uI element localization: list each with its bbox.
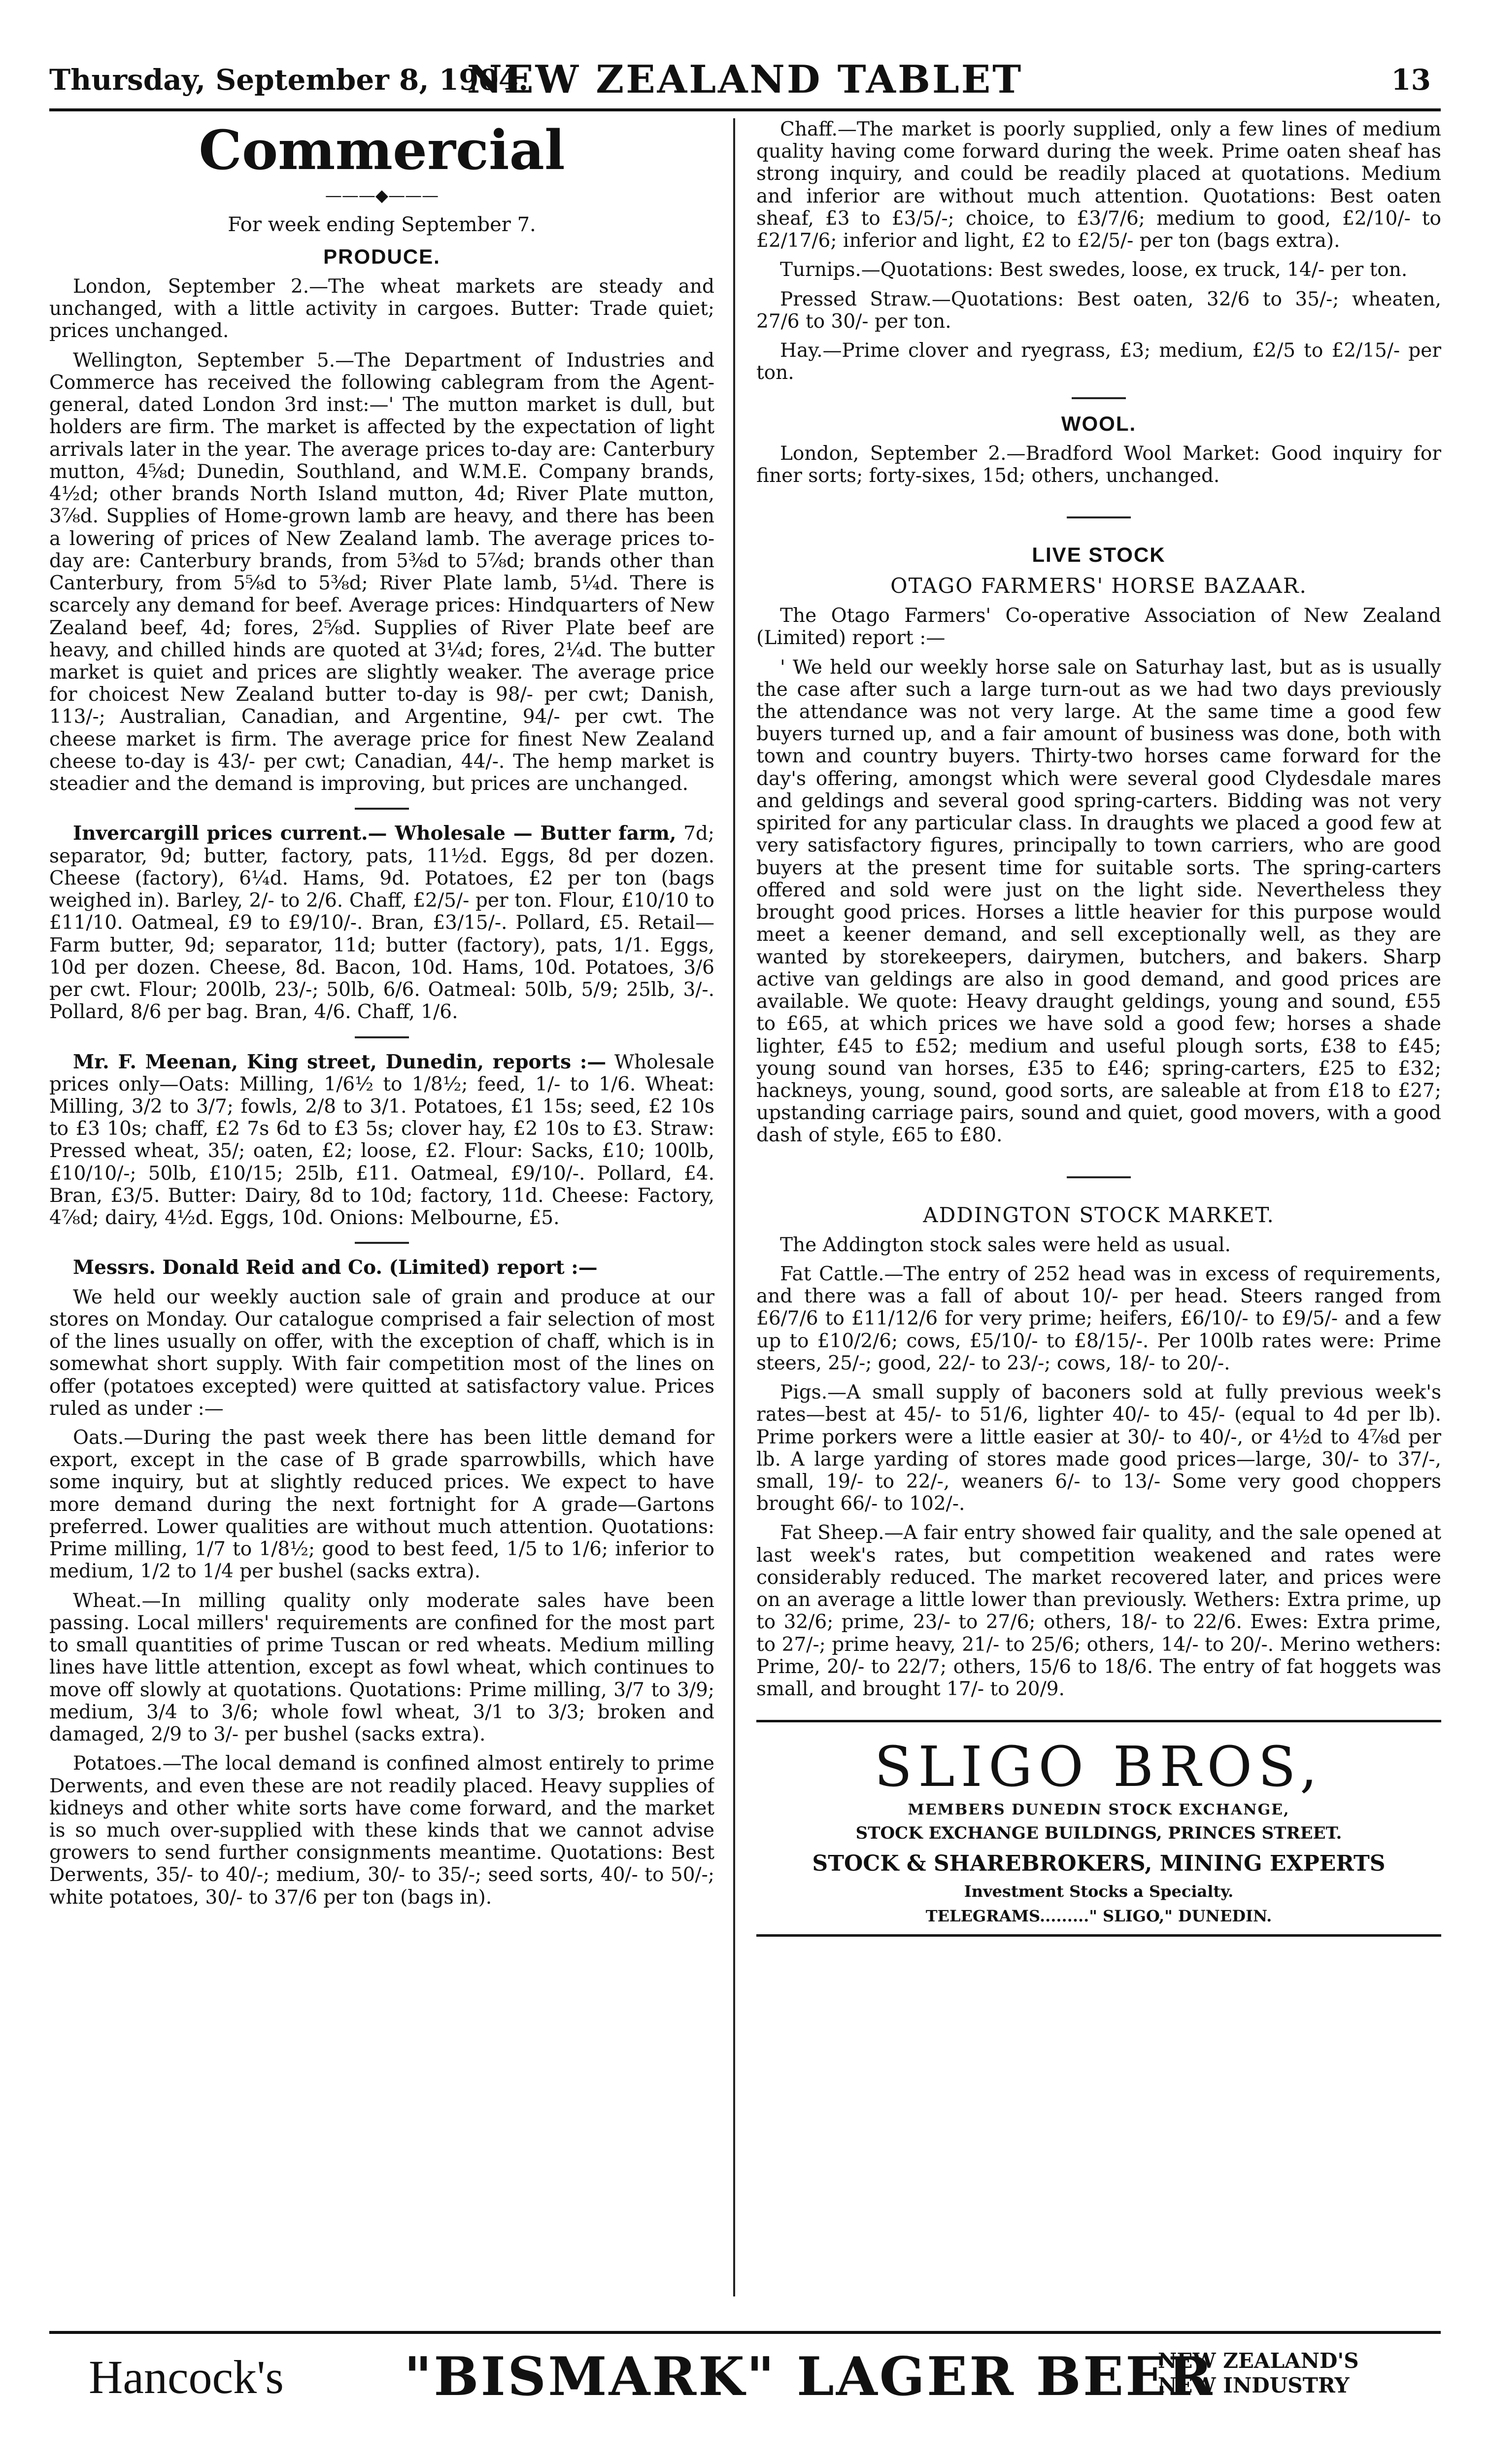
ad-tagline-line2: NEW INDUSTRY (1158, 2373, 1350, 2398)
week-subtitle: For week ending September 7. (228, 213, 536, 236)
meenan-text: Wholesale prices only—Oats: Milling, 1/6½ to 1/8½; feed, 1/- to 1/6. Wheat: Milling, 3/2 to 3/7; fowls, 2/8 to 3/1. Potatoes, £1 15s; seed, £2 10s to £3 10s; chaff, £2 7s 6d to £3 5s; clover hay, £2 10s to £3. Straw: Pressed wheat, 35/; oaten, £2; loose, £2. Flour: Sacks, £10; 100lb, £10/10/-; 50lb, £10/15; 25lb, £11. Oatmeal, £9/10/-. Pollard, £4. Bran, £3/5. Butter: Dairy, 8d to 10d; factory, 11d. Cheese: Factory, 4⅞d; dairy, 4½d. Eggs, 10d. Onions: Melbourne, £5. (49, 1051, 714, 1230)
section-rule (1067, 516, 1131, 518)
right-column (756, 118, 1441, 2304)
page-header (49, 54, 1441, 111)
invercargill-text: 7d; separator, 9d; butter, factory, pats, 11½d. Eggs, 8d per dozen. Cheese (factory), 6¼d. Hams, 9d. Potatoes, £2 per ton (bags weighed in). Barley, 2/- to 2/6. Chaff, £2/5/- per ton. Flour, £10/10 to £11/10. Oatmeal, £9 to £9/10/-. Bran, £3/15/-. Pollard, £5. Retail—Farm butter, 9d; separator, 11d; butter (factory), pats, 1/1. Eggs, 10d per dozen. Cheese, 8d. Bacon, 10d. Hams, 10d. Potatoes, 3/6 per cwt. Flour; 200lb, 23/-; 50lb, 6/6. Oatmeal: 50lb, 5/9; 25lb, 3/-. Pollard, 8/6 per bag. Bran, 4/6. Chaff, 1/6. (49, 822, 714, 1024)
ornament-divider: ———◆——— (325, 186, 439, 205)
bazaar-heading: OTAGO FARMERS' HORSE BAZAAR. (890, 574, 1307, 598)
section-masthead: Commercial (199, 118, 565, 182)
bazaar-paragraph: ' We held our weekly horse sale on Saturhay last, but as is usually the case after such a large turn-out as we had two days previously the attendance was not very large. At the same time a good few buyers turned up, and a fair amount of business was done, both with town and country buyers. Thirty-two horses came forward for the day's offering, amongst which were several good Clydesdale mares and geldings and several good spring-carters. Bidding was not very spirited for any particular class. In draughts we placed a good few at very satisfactory figures, principally to town carriers, who are good buyers at the present time for suitable sorts. The spring-carters offered and sold were just on the light side. Nevertheless they brought good prices. Horses a little heavier for this purpose would meet a keener demand, and sell exceptionally well, as they are wanted by storekeepers, dairymen, butchers, and bakers. Sharp active van geldings are also in good demand, and good prices are available. We quote: Heavy draught geldings, young and sound, £55 to £65, at which prices we have sold a good few; horses a shade lighter, £45 to £52; medium and useful plough sorts, £38 to £45; young sound van horses, £35 to £46; spring-carters, £25 to £32; hackneys, young, sound, good sorts, are saleable at from £18 to £27; upstanding carriage pairs, sound and quiet, good movers, with a good dash of style, £65 to £80. (756, 656, 1441, 1147)
sligo-name: SLIGO BROS, (874, 1735, 1323, 1800)
meenan-report (49, 1051, 714, 1230)
sligo-specialty: Investment Stocks a Specialty. (964, 1882, 1234, 1901)
sligo-membership: MEMBERS DUNEDIN STOCK EXCHANGE, (908, 1801, 1290, 1819)
section-rule (355, 1036, 409, 1038)
bazaar-paragraph: The Otago Farmers' Co-operative Association of New Zealand (Limited) report :— (756, 605, 1441, 650)
hay-paragraph: Hay.—Prime clover and ryegrass, £3; medium, £2/5 to £2/15/- per ton. (756, 340, 1441, 384)
reid-paragraph: Potatoes.—The local demand is confined almost entirely to prime Derwents, and even these are not readily placed. Heavy supplies of kidneys and other white sorts have come forward, and the market is so much over-supplied with these kinds that we cannot advise growers to send further consignments meantime. Quotations: Best Derwents, 35/- to 40/-; medium, 30/- to 35/-; seed sorts, 40/- to 50/-; white potatoes, 30/- to 37/6 per ton (bags in). (49, 1752, 714, 1909)
issue-date: Thursday, September 8, 1904. (49, 63, 529, 97)
sligo-services: STOCK & SHAREBROKERS, MINING EXPERTS (812, 1851, 1386, 1877)
left-column (49, 118, 714, 2304)
reid-paragraph: Wheat.—In milling quality only moderate sales have been passing. Local millers' requirements are confined for the most part to small quantities of prime Tuscan or red wheats. Medium milling lines have little attention, except as fowl wheat, which continues to move off slowly at quotations. Quotations: Prime milling, 3/7 to 3/9; medium, 3/4 to 3/6; whole fowl wheat, 3/1 to 3/3; broken and damaged, 2/9 to 3/- per bushel (sacks extra). (49, 1589, 714, 1746)
invercargill-report (49, 822, 714, 1023)
page-number: 13 (1391, 63, 1431, 97)
livestock-heading: LIVE STOCK (1032, 543, 1166, 567)
sligo-advertisement (756, 1720, 1441, 1937)
sligo-telegrams: TELEGRAMS........." SLIGO," DUNEDIN. (925, 1907, 1272, 1926)
turnips-paragraph: Turnips.—Quotations: Best swedes, loose, ex truck, 14/- per ton. (780, 259, 1408, 281)
ad-product-name: "BISMARK" LAGER BEER (404, 2346, 1215, 2408)
section-rule (355, 1242, 409, 1244)
ad-tagline (1158, 2349, 1359, 2398)
bismark-advertisement (49, 2331, 1441, 2408)
column-divider (733, 118, 735, 2296)
section-rule (1067, 1176, 1131, 1178)
ad-tagline-line1: NEW ZEALAND'S (1158, 2349, 1359, 2373)
section-rule (1072, 397, 1126, 399)
addington-heading: ADDINGTON STOCK MARKET. (923, 1202, 1275, 1227)
reid-lead-text: Messrs. Donald Reid and Co. (Limited) report :— (73, 1256, 598, 1279)
addington-paragraph: Fat Cattle.—The entry of 252 head was in excess of requirements, and there was a fall of about 10/- per head. Steers ranged from £6/7/6 to £11/12/6 for very prime; heifers, £6/10/- to £9/5/- and a few up to £10/2/6; cows, £5/10/- to £8/15/-. Per 100lb rates were: Prime steers, 25/-; good, 22/- to 23/-; cows, 18/- to 20/-. (756, 1263, 1441, 1374)
invercargill-lead: Invercargill prices current.— Wholesale — Butter farm, (73, 822, 677, 845)
straw-paragraph: Pressed Straw.—Quotations: Best oaten, 32/6 to 35/-; wheaten, 27/6 to 30/- per ton. (756, 288, 1441, 333)
sligo-address: STOCK EXCHANGE BUILDINGS, PRINCES STREET. (855, 1823, 1342, 1844)
wool-heading: WOOL. (1061, 411, 1137, 435)
addington-paragraph: Pigs.—A small supply of baconers sold at fully previous week's rates—best at 45/- to 51/6, lighter 40/- to 45/- (equal to 4d per lb). Prime porkers were a little easier at 30/- to 40/-, or 4½d to 4⅞d per lb. A large yarding of stores made good prices—large, 30/- to 37/-, small, 19/- to 22/-, weaners 6/- to 13/- Some very good choppers brought 66/- to 102/-. (756, 1381, 1441, 1515)
produce-paragraph: Wellington, September 5.—The Department of Industries and Commerce has received the following cablegram from the Agent-general, dated London 3rd inst:—' The mutton market is dull, but holders are firm. The market is affected by the expectation of light arrivals later in the year. The average prices to-day are: Canterbury mutton, 4⅝d; Dunedin, Southland, and W.M.E. Company brands, 4½d; other brands North Island mutton, 4d; River Plate mutton, 3⅞d. Supplies of Home-grown lamb are heavy, and there has been a lowering of prices of New Zealand lamb. The average prices to-day are: Canterbury brands, from 5⅜d to 5⅞d; brands other than Canterbury, from 5⅝d to 5⅜d; River Plate lamb, 5¼d. There is scarcely any demand for beef. Average prices: Hindquarters of New Zealand beef, 4d; fores, 2⅝d. Supplies of River Plate beef are heavy, and chilled hinds are quoted at 3¼d; fores, 2¼d. The butter market is quiet and prices are slightly weaker. The average price for choicest New Zealand butter to-day is 98/- per cwt; Danish, 113/-; Australian, Canadian, and Argentine, 94/- per cwt. The cheese market is firm. The average price for finest New Zealand cheese to-day is 43/- per cwt; Canadian, 44/-. The hemp market is steadier and the demand is improving, but prices are unchanged. (49, 349, 714, 795)
produce-heading: PRODUCE. (323, 245, 440, 268)
reid-lead (49, 1257, 714, 1279)
newspaper-title: NEW ZEALAND TABLET (467, 57, 1023, 102)
addington-paragraph: Fat Sheep.—A fair entry showed fair quality, and the sale opened at last week's rates, but competition weakened and rates were considerably reduced. The market recovered later, and prices were on an average a little lower than previously. Wethers: Extra prime, up to 32/6; prime, 23/- to 27/6; others, 18/- to 22/6. Ewes: Extra prime, to 27/-; prime heavy, 21/- to 25/6; others, 14/- to 20/-. Merino wethers: Prime, 20/- to 22/7; others, 15/6 to 18/6. The entry of fat hoggets was small, and brought 17/- to 20/9. (756, 1522, 1441, 1701)
chaff-paragraph: Chaff.—The market is poorly supplied, only a few lines of medium quality having come forward during the week. Prime oaten sheaf has strong inquiry, and could be readily placed at quotations. Medium and inferior are without much attention. Quotations: Best oaten sheaf, £3 to £3/5/-; choice, to £3/7/6; medium to good, £2/10/- to £2/17/6; inferior and light, £2 to £2/5/- per ton (bags extra). (756, 118, 1441, 252)
reid-paragraph: Oats.—During the past week there has been little demand for export, except in the case of B grade sparrowbills, which have some inquiry, but at slightly reduced prices. We expect to have more demand during the next fortnight for A grade—Gartons preferred. Lower qualities are without much attention. Quotations: Prime milling, 1/7 to 1/8½; good to best feed, 1/5 to 1/6; inferior to medium, 1/2 to 1/4 per bushel (sacks extra). (49, 1427, 714, 1583)
wool-paragraph: London, September 2.—Bradford Wool Market: Good inquiry for finer sorts; forty-sixes, 15d; others, unchanged. (756, 442, 1441, 487)
meenan-lead: Mr. F. Meenan, King street, Dunedin, reports :— (73, 1050, 607, 1073)
reid-paragraph: We held our weekly auction sale of grain and produce at our stores on Monday. Our catalogue comprised a fair selection of most of the lines usually on offer, with the exception of chaff, which is in somewhat short supply. With fair competition most of the lines on offer (potatoes excepted) were quitted at satisfactory value. Prices ruled as under :— (49, 1286, 714, 1420)
ad-brand-name: Hancock's (89, 2351, 284, 2403)
addington-paragraph: The Addington stock sales were held as usual. (780, 1233, 1231, 1256)
section-rule (355, 808, 409, 810)
produce-paragraph: London, September 2.—The wheat markets are steady and unchanged, with a little activity in cargoes. Butter: Trade quiet; prices unchanged. (49, 275, 714, 342)
